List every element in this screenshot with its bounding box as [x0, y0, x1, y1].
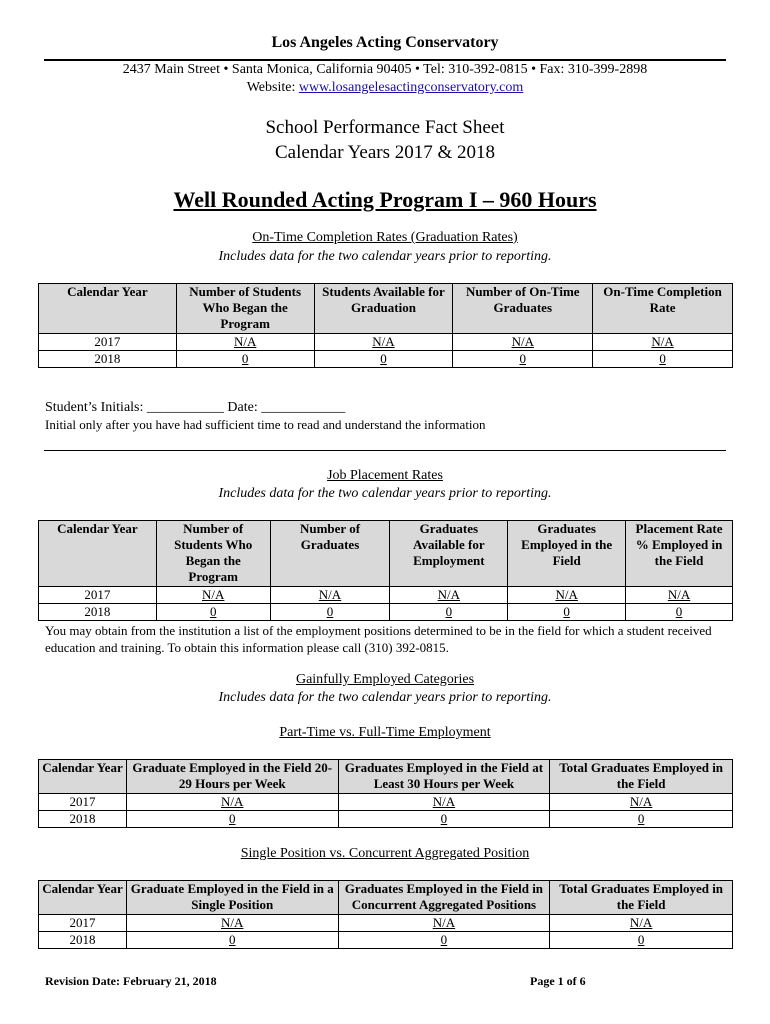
table-cell: N/A: [338, 794, 550, 811]
table-cell: N/A: [176, 334, 314, 351]
parttime-table: [38, 759, 733, 828]
initials-note: Initial only after you have had sufficient time to read and understand the information: [45, 417, 486, 432]
table-cell: 2017: [39, 794, 127, 811]
table-cell: 0: [338, 811, 550, 828]
table-cell: 0: [338, 932, 550, 949]
table-cell: N/A: [338, 915, 550, 932]
table-cell: 2018: [39, 932, 127, 949]
table-cell: 2017: [39, 334, 177, 351]
table-cell: 0: [453, 351, 593, 368]
table-cell: N/A: [156, 587, 270, 604]
gainful-heading: Gainfully Employed Categories: [295, 672, 475, 687]
table-cell: 0: [270, 604, 390, 621]
completion-table: [38, 283, 733, 368]
website-label: Website:: [246, 80, 299, 95]
table-cell: N/A: [593, 334, 733, 351]
gainful-heading-wrap: [0, 672, 770, 688]
completion-heading: On-Time Completion Rates (Graduation Rates): [252, 230, 518, 245]
table-cell: 0: [156, 604, 270, 621]
column-header: Number of Students Who Began the Program: [176, 284, 314, 334]
column-header: Graduates Employed in the Field: [508, 521, 626, 587]
column-header: Calendar Year: [39, 760, 127, 794]
table-cell: N/A: [550, 915, 733, 932]
table-row: [39, 351, 733, 368]
table-header-row: [39, 760, 733, 794]
table-cell: 0: [550, 811, 733, 828]
table-header-row: [39, 881, 733, 915]
website-line: [0, 80, 770, 96]
table-row: [39, 334, 733, 351]
column-header: Graduates Employed in the Field in Concurrent Aggregated Positions: [338, 881, 550, 915]
header-divider: [44, 59, 726, 61]
table-row: [39, 915, 733, 932]
table-row: [39, 811, 733, 828]
single-table: [38, 880, 733, 949]
column-header: Placement Rate % Employed in the Field: [626, 521, 733, 587]
parttime-heading-wrap: [0, 725, 770, 741]
table-cell: N/A: [390, 587, 508, 604]
table-cell: N/A: [550, 794, 733, 811]
column-header: Total Graduates Employed in the Field: [550, 760, 733, 794]
table-cell: 2018: [39, 604, 157, 621]
column-header: Graduates Available for Employment: [390, 521, 508, 587]
single-heading-wrap: [0, 846, 770, 862]
column-header: Number of On-Time Graduates: [453, 284, 593, 334]
table-cell: N/A: [126, 915, 338, 932]
column-header: Calendar Year: [39, 521, 157, 587]
column-header: Calendar Year: [39, 881, 127, 915]
column-header: Graduate Employed in the Field in a Single Position: [126, 881, 338, 915]
table-row: [39, 932, 733, 949]
placement-heading: Job Placement Rates: [327, 468, 443, 483]
parttime-heading: Part-Time vs. Full-Time Employment: [279, 725, 491, 740]
placement-subheading: Includes data for the two calendar years prior to reporting.: [218, 486, 552, 501]
page-number: Page 1 of 6: [530, 974, 586, 988]
single-heading: Single Position vs. Concurrent Aggregated Position: [240, 846, 530, 861]
gainful-subheading: Includes data for the two calendar years prior to reporting.: [218, 690, 552, 705]
org-name: Los Angeles Acting Conservatory: [271, 34, 499, 51]
program-title: Well Rounded Acting Program I – 960 Hours: [173, 187, 597, 212]
table-header-row: [39, 521, 733, 587]
table-cell: 0: [390, 604, 508, 621]
column-header: Total Graduates Employed in the Field: [550, 881, 733, 915]
table-cell: 0: [126, 811, 338, 828]
section-divider: [44, 450, 726, 451]
table-cell: 2017: [39, 587, 157, 604]
table-cell: N/A: [508, 587, 626, 604]
completion-subheading: Includes data for the two calendar years prior to reporting.: [218, 249, 552, 264]
completion-heading-wrap: [0, 230, 770, 246]
column-header: Calendar Year: [39, 284, 177, 334]
table-cell: 0: [593, 351, 733, 368]
table-cell: 0: [626, 604, 733, 621]
program-title-wrap: [0, 187, 770, 213]
table-cell: 2018: [39, 351, 177, 368]
placement-note: You may obtain from the institution a list of the employment positions determined to be in the field for which a student received education and training. To obtain this information please call (310) 392-0815.: [45, 623, 712, 655]
table-cell: N/A: [453, 334, 593, 351]
placement-heading-wrap: [0, 468, 770, 484]
table-cell: 0: [550, 932, 733, 949]
address-line: 2437 Main Street • Santa Monica, California 90405 • Tel: 310-392-0815 • Fax: 310-399-2898: [122, 62, 648, 77]
table-cell: N/A: [270, 587, 390, 604]
website-link[interactable]: www.losangelesactingconservatory.com: [298, 80, 524, 95]
table-cell: 0: [126, 932, 338, 949]
table-cell: N/A: [314, 334, 453, 351]
table-cell: 0: [508, 604, 626, 621]
table-cell: 0: [176, 351, 314, 368]
initials-line: Student’s Initials: ___________ Date: ____________: [45, 400, 346, 415]
column-header: Graduate Employed in the Field 20-29 Hours per Week: [126, 760, 338, 794]
doc-title: School Performance Fact Sheet: [265, 117, 505, 138]
table-cell: 2018: [39, 811, 127, 828]
placement-table: [38, 520, 733, 621]
column-header: Number of Graduates: [270, 521, 390, 587]
column-header: Students Available for Graduation: [314, 284, 453, 334]
column-header: Graduates Employed in the Field at Least 30 Hours per Week: [338, 760, 550, 794]
table-row: [39, 794, 733, 811]
column-header: Number of Students Who Began the Program: [156, 521, 270, 587]
table-header-row: [39, 284, 733, 334]
table-cell: N/A: [126, 794, 338, 811]
column-header: On-Time Completion Rate: [593, 284, 733, 334]
doc-subtitle: Calendar Years 2017 & 2018: [274, 142, 496, 163]
revision-date: Revision Date: February 21, 2018: [45, 974, 217, 988]
table-cell: 0: [314, 351, 453, 368]
table-cell: N/A: [626, 587, 733, 604]
table-row: [39, 587, 733, 604]
table-cell: 2017: [39, 915, 127, 932]
table-row: [39, 604, 733, 621]
